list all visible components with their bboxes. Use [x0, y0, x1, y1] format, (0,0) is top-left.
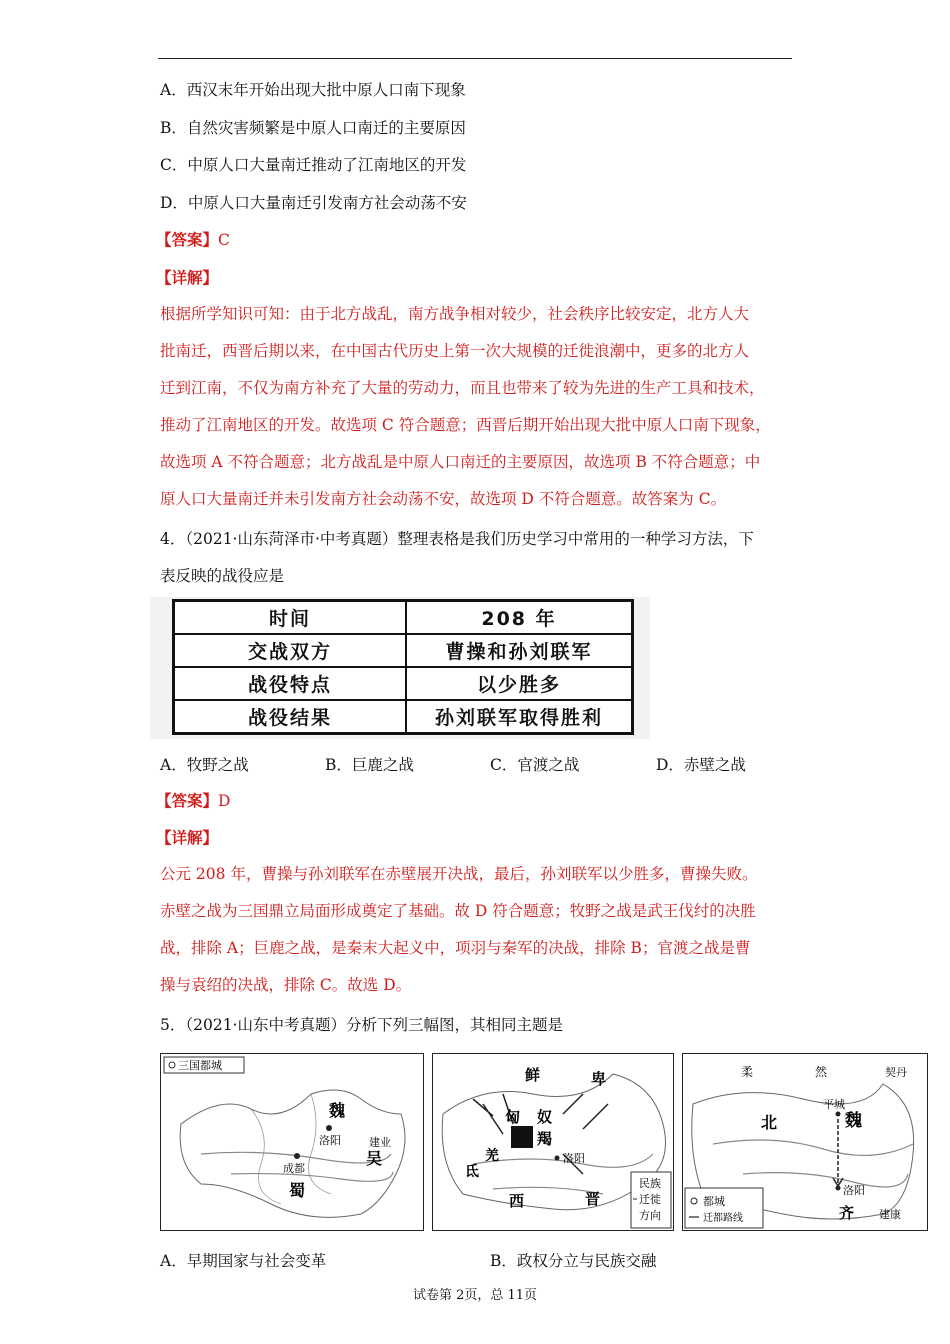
- svg-text:洛阳: 洛阳: [319, 1134, 341, 1147]
- table-cell: 孙刘联军取得胜利: [406, 700, 633, 734]
- svg-text:西: 西: [509, 1192, 525, 1210]
- q4-option-d: D．赤壁之战: [656, 756, 746, 774]
- table-cell: 曹操和孙刘联军: [406, 634, 633, 667]
- q3-option-b: B．自然灾害频繁是中原人口南迁的主要原因: [160, 119, 466, 137]
- page-footer: 试卷第 2页，总 11页: [412, 1288, 538, 1303]
- svg-text:吴: 吴: [366, 1149, 383, 1168]
- q4-table-image: [150, 597, 650, 739]
- svg-text:魏: 魏: [329, 1101, 346, 1120]
- q4-option-a: A．牧野之战: [160, 756, 249, 774]
- svg-text:鲜: 鲜: [525, 1066, 541, 1084]
- q5-maps: [160, 1053, 928, 1229]
- answer-label: 【答案】: [156, 230, 219, 249]
- table-row: [174, 601, 633, 635]
- header-rule: [158, 58, 792, 59]
- svg-text:蜀: 蜀: [289, 1181, 306, 1200]
- q3-option-c: C．中原人口大量南迁推动了江南地区的开发: [160, 156, 467, 174]
- svg-text:卑: 卑: [591, 1070, 607, 1088]
- q5-stem: 5．（2021·山东中考真题）分析下列三幅图，其相同主题是: [160, 1016, 563, 1034]
- q4-stem-line1: 4．（2021·山东菏泽市·中考真题）整理表格是我们历史学习中常用的一种学习方法，下: [160, 530, 754, 548]
- svg-text:契丹: 契丹: [885, 1066, 907, 1079]
- table-cell: 208 年: [406, 601, 633, 635]
- q3-detail-label: 【详解】: [156, 268, 219, 287]
- q3-detail-text: 根据所学知识可知：由于北方战乱，南方战争相对较少，社会秩序比较安定，北方人大 批南迁，西晋后期以来，在中国古代历史上第一次大规模的迁徙浪潮中，更多的北方人 迁到江南，不仅为南方补充了大量的劳动力，而且也带来了较为先进的生产工具和技术， 推动了江南地区的开发。故选项 C 符合题意；西晋后期开始出现大批中原人口南下现象， 故选项 A 不符合题意；北方战乱是中原人口南迁的主要原因，故选项 B 不符合题意；中 原人口大量南迁并未引发南方社会动荡不安，故选项 D 不符合题意。故答案为 C。: [160, 305, 771, 508]
- q3-answer: [156, 230, 230, 250]
- svg-text:羯: 羯: [537, 1130, 553, 1148]
- q4-option-c: C．官渡之战: [490, 756, 580, 774]
- svg-text:匈: 匈: [505, 1108, 521, 1126]
- svg-text:北: 北: [761, 1113, 778, 1132]
- q4-answer: 【答案】D: [156, 791, 231, 810]
- svg-text:柔: 柔: [741, 1065, 754, 1079]
- map1-title: 三国都城: [178, 1059, 222, 1072]
- q4-stem-line2: 表反映的战役应是: [160, 567, 285, 585]
- q3-option-a: A．西汉末年开始出现大批中原人口南下现象: [160, 81, 466, 99]
- svg-text:迁徙: 迁徙: [639, 1193, 661, 1206]
- svg-text:洛阳: 洛阳: [843, 1184, 865, 1197]
- q5-option-b: B．政权分立与民族交融: [490, 1252, 657, 1270]
- svg-text:建业: 建业: [369, 1136, 391, 1149]
- table-cell: 战役结果: [174, 700, 407, 734]
- table-row: [174, 634, 633, 667]
- svg-text:方向: 方向: [639, 1209, 661, 1222]
- table-cell: 战役特点: [174, 667, 407, 700]
- table-cell: 交战双方: [174, 634, 407, 667]
- table-row: [174, 700, 633, 734]
- svg-text:然: 然: [815, 1065, 828, 1079]
- svg-text:齐: 齐: [839, 1204, 855, 1222]
- q3-option-d: D．中原人口大量南迁引发南方社会动荡不安: [160, 194, 467, 212]
- q5-option-a: A．早期国家与社会变革: [160, 1252, 327, 1270]
- table-cell: 以少胜多: [406, 667, 633, 700]
- svg-text:晋: 晋: [585, 1190, 601, 1208]
- q4-option-b: B．巨鹿之战: [325, 756, 414, 774]
- map-northern-wei: [682, 1053, 928, 1231]
- svg-text:都城: 都城: [703, 1195, 725, 1208]
- svg-text:成都: 成都: [283, 1162, 305, 1175]
- q4-detail-text: 公元 208 年，曹操与孙刘联军在赤壁展开决战，最后，孙刘联军以少胜多，曹操失败。 赤壁之战为三国鼎立局面形成奠定了基础。故 D 符合题意；牧野之战是武王伐纣的决胜 战，排除 A；巨鹿之战，是秦末大起义中，项羽与秦军的决战，排除 B；官渡之战是曹 操与袁绍的决战，排除 C。故选 D。: [160, 865, 758, 994]
- svg-text:平城: 平城: [823, 1098, 845, 1111]
- battle-table: [172, 599, 634, 735]
- table-cell: 时间: [174, 601, 407, 635]
- svg-text:洛阳: 洛阳: [563, 1152, 585, 1165]
- svg-text:奴: 奴: [537, 1108, 553, 1126]
- map-three-kingdoms: [160, 1053, 424, 1231]
- table-row: [174, 667, 633, 700]
- svg-text:迁都路线: 迁都路线: [703, 1213, 743, 1224]
- svg-text:民族: 民族: [639, 1177, 661, 1190]
- map-ethnic-migration: [432, 1053, 674, 1231]
- answer-value: C: [218, 231, 230, 249]
- svg-text:氐: 氐: [465, 1164, 479, 1180]
- svg-text:建康: 建康: [879, 1208, 901, 1221]
- q4-detail-label: 【详解】: [156, 828, 219, 847]
- svg-text:羌: 羌: [485, 1148, 499, 1164]
- svg-text:魏: 魏: [845, 1111, 862, 1131]
